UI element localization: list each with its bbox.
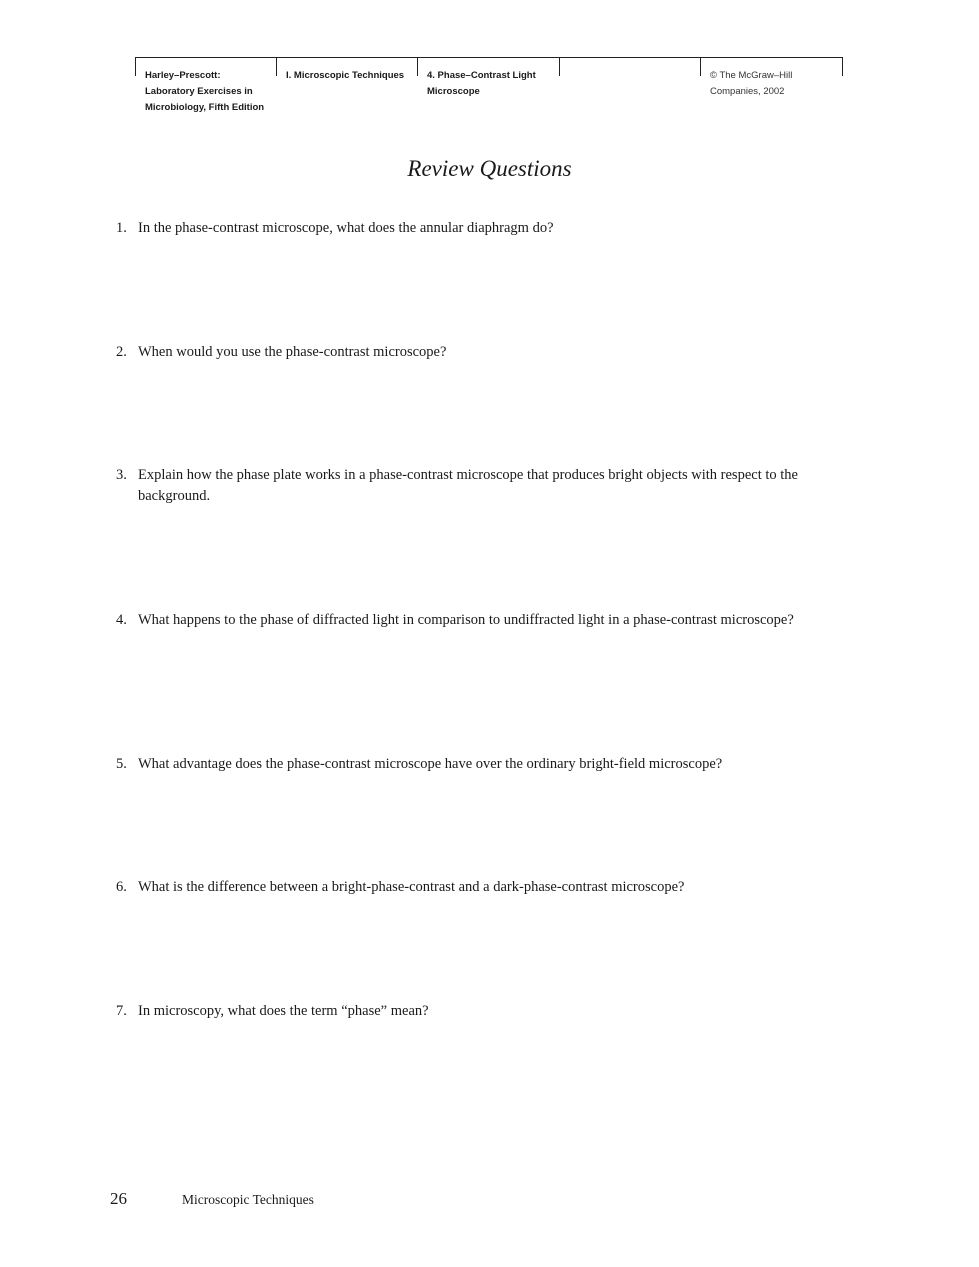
question-text: In microscopy, what does the term “phase” mean? xyxy=(138,1003,429,1019)
question-item xyxy=(116,877,856,898)
question-number: 3. xyxy=(116,467,127,483)
question-text: What is the difference between a bright-phase-contrast and a dark-phase-contrast microscope? xyxy=(138,879,685,895)
question-item xyxy=(116,218,856,239)
question-number: 1. xyxy=(116,220,127,236)
question-item xyxy=(116,610,856,631)
question-text: Explain how the phase plate works in a phase-contrast microscope that produces bright objects with respect to the background. xyxy=(138,467,798,504)
running-header xyxy=(135,57,843,118)
question-item xyxy=(116,465,856,507)
header-copyright: © The McGraw–Hill Companies, 2002 xyxy=(710,70,793,97)
question-text: What happens to the phase of diffracted light in comparison to undiffracted light in a phase-contrast microscope? xyxy=(138,612,794,628)
question-item xyxy=(116,754,856,775)
question-text: What advantage does the phase-contrast microscope have over the ordinary bright-field microscope? xyxy=(138,756,723,772)
question-text: When would you use the phase-contrast microscope? xyxy=(138,344,447,360)
page-title: Review Questions xyxy=(407,156,572,181)
header-part: I. Microscopic Techniques xyxy=(286,70,405,81)
header-chapter: 4. Phase–Contrast Light Microscope xyxy=(427,70,536,97)
question-number: 2. xyxy=(116,344,127,360)
question-number: 5. xyxy=(116,756,127,772)
question-item xyxy=(116,342,856,363)
page-number: 26 xyxy=(110,1189,127,1208)
question-number: 4. xyxy=(116,612,127,628)
question-text: In the phase-contrast microscope, what does the annular diaphragm do? xyxy=(138,220,554,236)
header-right-edge xyxy=(135,58,843,76)
question-item xyxy=(116,1001,856,1022)
header-book-title: Harley–Prescott: Laboratory Exercises in Microbiology, Fifth Edition xyxy=(145,70,265,113)
question-number: 6. xyxy=(116,879,127,895)
question-number: 7. xyxy=(116,1003,127,1019)
footer-section-title: Microscopic Techniques xyxy=(182,1192,314,1207)
